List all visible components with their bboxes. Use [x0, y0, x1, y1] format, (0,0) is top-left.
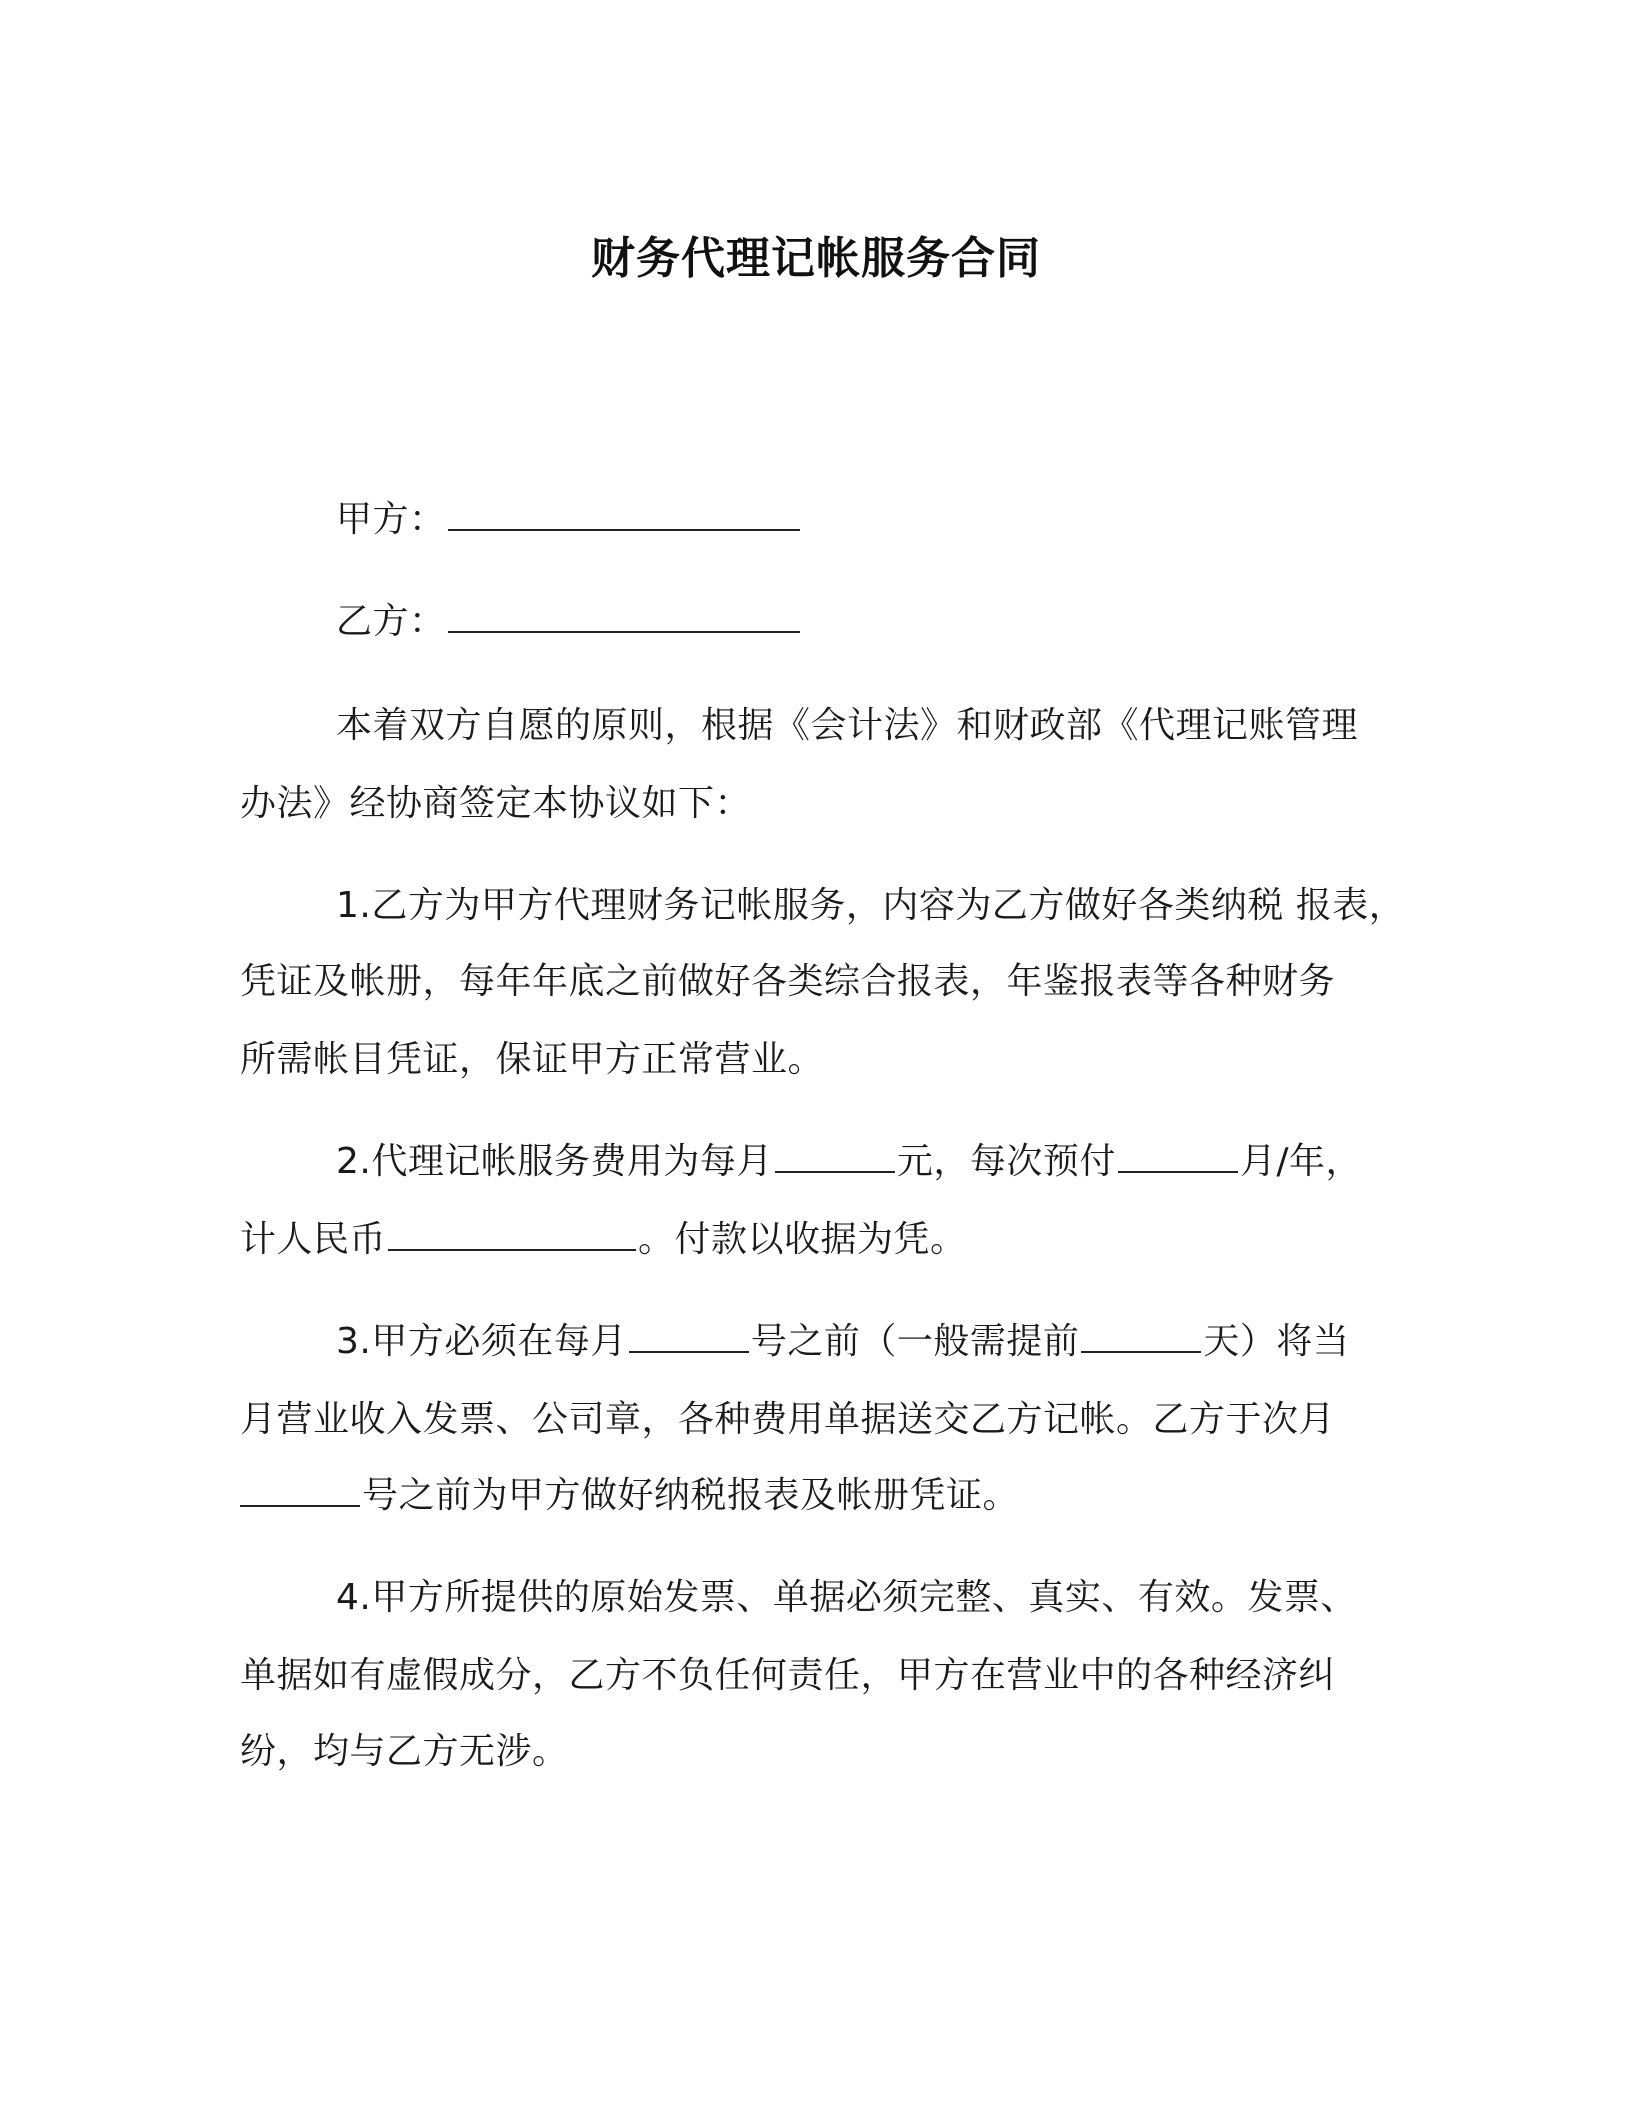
party-a-label: 甲方： — [336, 499, 446, 540]
party-b-label: 乙方： — [336, 601, 446, 642]
intro-line-2: 办法》经协商签定本协议如下： — [240, 783, 752, 824]
deadline-day-blank — [629, 1321, 749, 1353]
rmb-amount-blank — [388, 1219, 636, 1251]
party-b-line — [336, 598, 802, 646]
clause3-text-2: 号之前（一般需提前 — [750, 1321, 1080, 1362]
intro-line-1: 本着双方自愿的原则，根据《会计法》和财政部《代理记账管理 — [336, 705, 1359, 746]
clause4-line-3: 纷，均与乙方无涉。 — [240, 1731, 569, 1772]
clause2-text-4: 计人民币 — [240, 1219, 387, 1260]
clause1-line-1: 1.乙方为甲方代理财务记帐服务，内容为乙方做好各类纳税 报表， — [336, 885, 1406, 926]
clause3-text-4: 号之前为甲方做好纳税报表及帐册凭证。 — [362, 1475, 1020, 1516]
clause2-text-2: 元，每次预付 — [896, 1141, 1116, 1182]
party-b-blank — [448, 601, 800, 633]
clause4-line-2: 单据如有虚假成分，乙方不负任何责任，甲方在营业中的各种经济纠 — [240, 1655, 1336, 1696]
clause2-text-1: 2.代理记帐服务费用为每月 — [336, 1141, 773, 1182]
clause2-text-5: 。付款以收据为凭。 — [638, 1219, 967, 1260]
document-title: 财务代理记帐服务合同 — [591, 233, 1041, 284]
clause1-line-3: 所需帐目凭证，保证甲方正常营业。 — [240, 1039, 825, 1080]
next-month-day-blank — [240, 1475, 360, 1507]
party-a-line — [336, 496, 802, 544]
clause2-line-1 — [336, 1138, 1362, 1186]
clause1-line-2: 凭证及帐册，每年年底之前做好各类综合报表，年鉴报表等各种财务 — [240, 961, 1336, 1002]
clause3-line-1 — [336, 1318, 1349, 1366]
clause4-line-1: 4.甲方所提供的原始发票、单据必须完整、真实、有效。发票、 — [336, 1577, 1357, 1618]
clause2-text-3: 月/年， — [1239, 1141, 1363, 1182]
clause2-line-2 — [240, 1216, 967, 1264]
prepay-period-blank — [1118, 1141, 1238, 1173]
clause3-text-1: 3.甲方必须在每月 — [336, 1321, 627, 1362]
advance-days-blank — [1081, 1321, 1201, 1353]
clause3-line-3 — [240, 1472, 1019, 1520]
party-a-blank — [448, 499, 800, 531]
monthly-fee-blank — [775, 1141, 895, 1173]
clause3-text-3: 天）将当 — [1203, 1321, 1350, 1362]
clause3-line-2: 月营业收入发票、公司章，各种费用单据送交乙方记帐。乙方于次月 — [240, 1399, 1336, 1440]
